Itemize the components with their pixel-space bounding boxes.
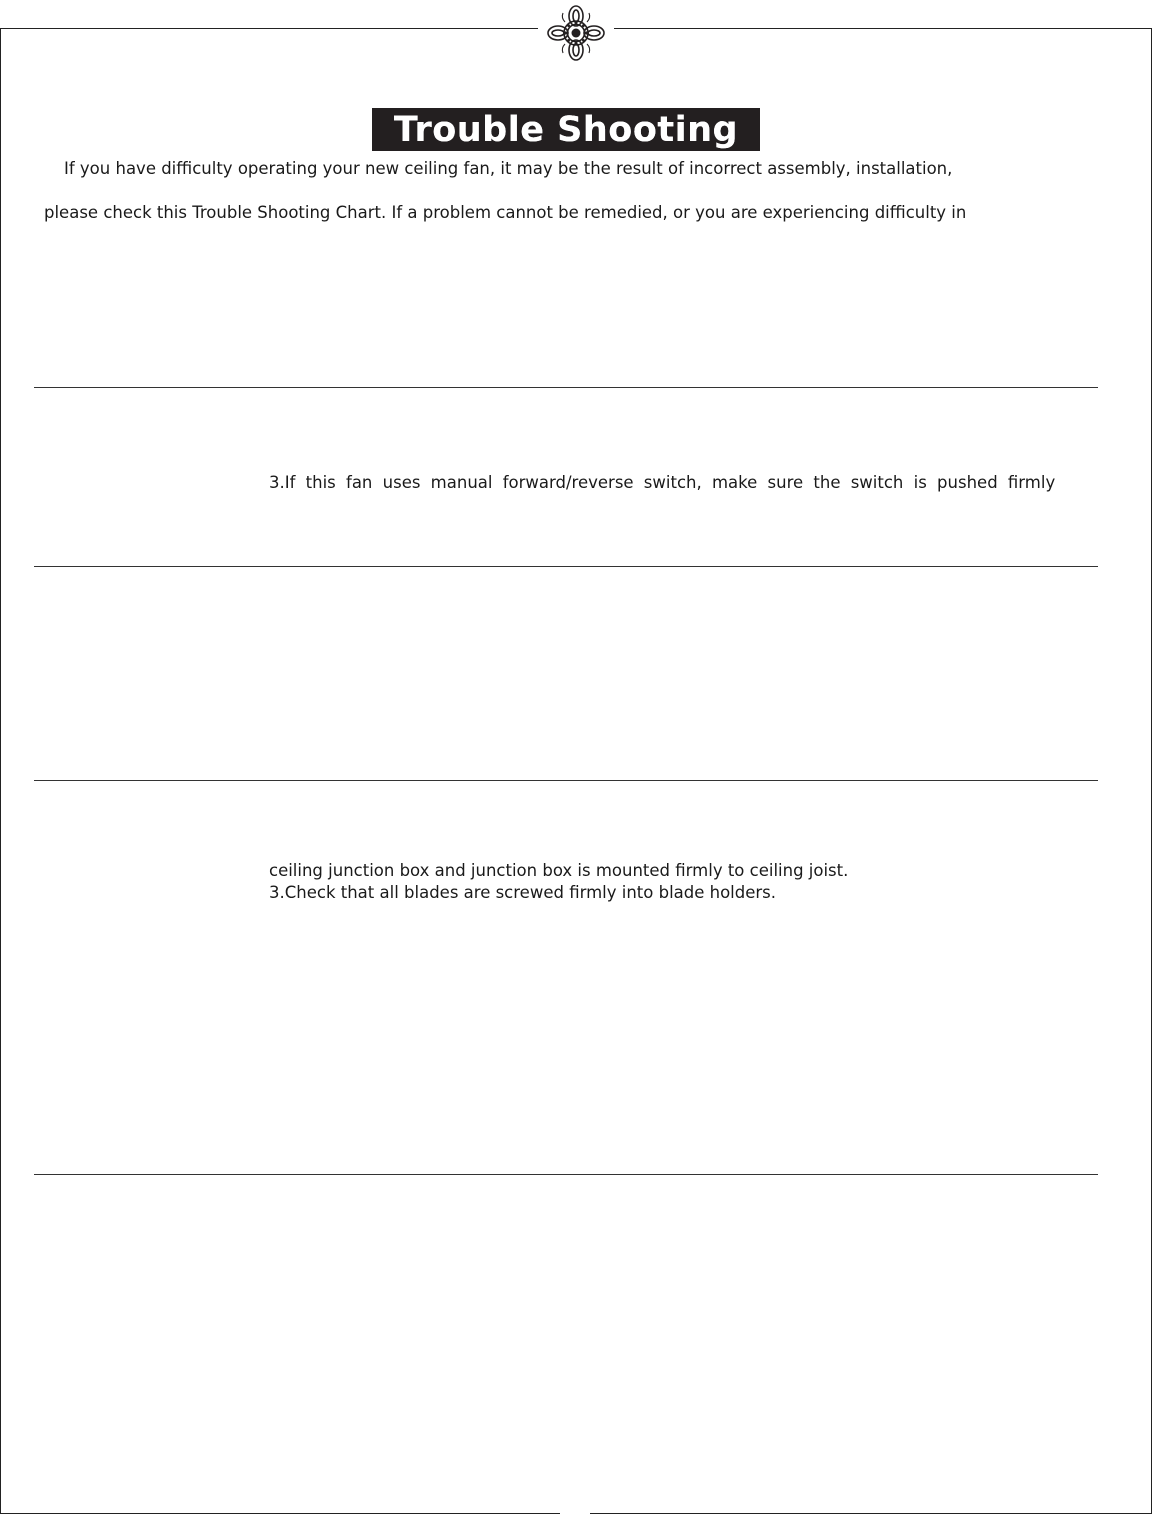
table-divider [34, 566, 1098, 567]
frame-top-left [0, 28, 538, 29]
frame-top-right [614, 28, 1152, 29]
table-divider [34, 780, 1098, 781]
solution-line: 3.If this fan uses manual forward/reverse switch, make sure the switch is pushed firmly [269, 473, 1056, 492]
frame-bottom-left [0, 1513, 560, 1514]
table-divider [34, 1174, 1098, 1175]
intro-line-2: please check this Trouble Shooting Chart. If a problem cannot be remedied, or you are experiencing difficulty in [44, 203, 967, 222]
solution-line: 3.Check that all blades are screwed firmly into blade holders. [269, 883, 777, 902]
intro-line-1: If you have difficulty operating your new ceiling fan, it may be the result of incorrect assembly, installation, [64, 159, 953, 178]
solution-line: ceiling junction box and junction box is mounted firmly to ceiling joist. [269, 861, 849, 880]
title-banner [372, 108, 760, 151]
ornament-icon [546, 4, 606, 62]
page-title: Trouble Shooting [393, 109, 739, 150]
frame-left [0, 28, 1, 1514]
frame-bottom-right [590, 1513, 1152, 1514]
table-divider [34, 387, 1098, 388]
